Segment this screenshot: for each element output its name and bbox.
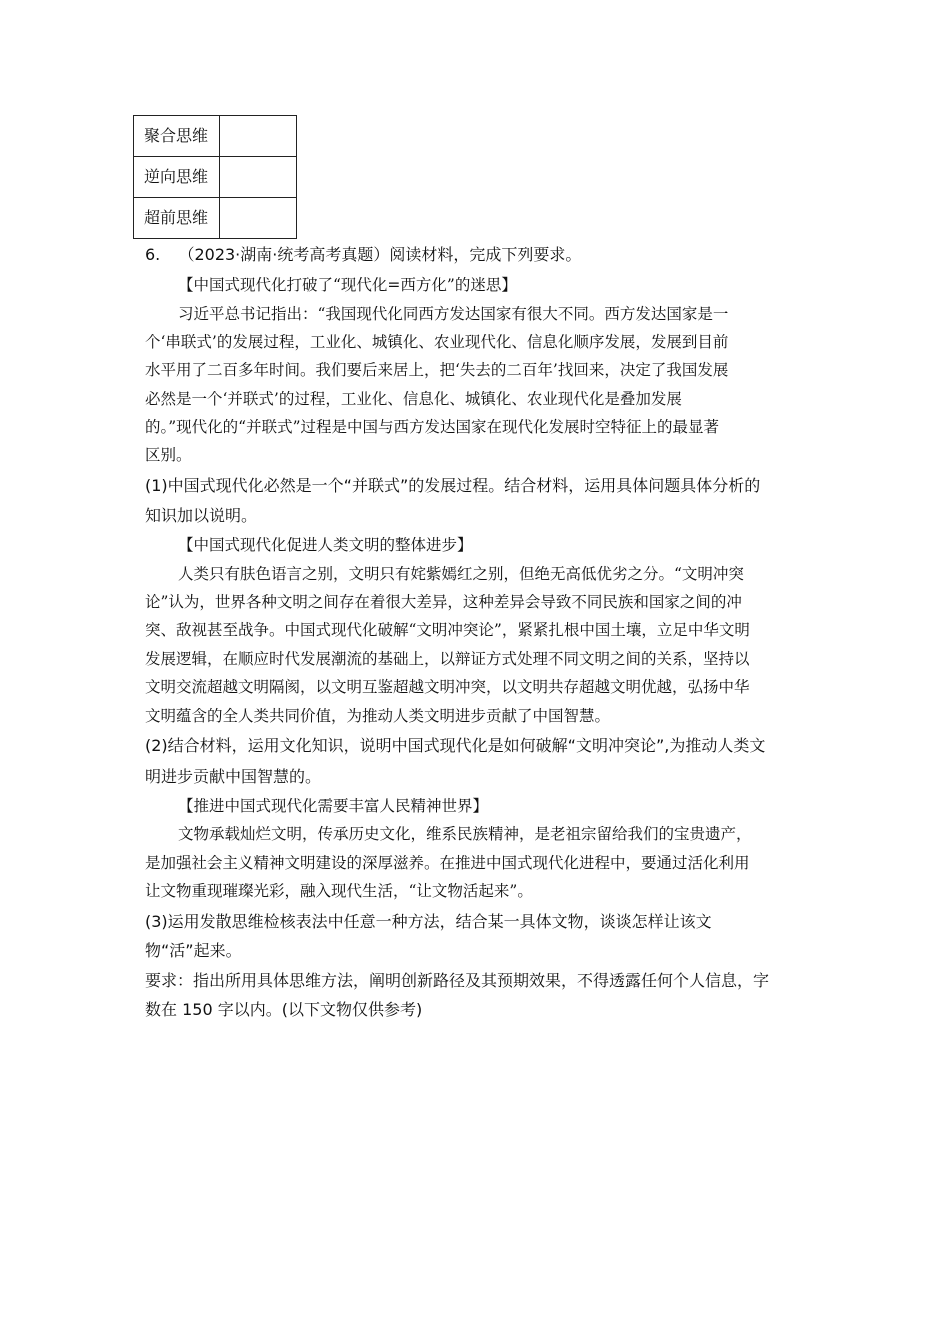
paragraph-line: 个‘串联式’的发展过程，工业化、城镇化、农业现代化、信息化顺序发展，发展到目前 xyxy=(145,333,729,351)
paragraph-line: 让文物重现璀璨光彩，融入现代生活，“让文物活起来”。 xyxy=(145,882,533,900)
sub-question-line: (2)结合材料，运用文化知识，说明中国式现代化是如何破解“文明冲突论”,为推动人类文 xyxy=(145,736,766,755)
question-intro xyxy=(145,244,581,266)
table-cell-blank xyxy=(220,116,297,157)
paragraph-line: 习近平总书记指出：“我国现代化同西方发达国家有很大不同。西方发达国家是一 xyxy=(178,305,729,323)
sub-question-line: 知识加以说明。 xyxy=(145,506,258,525)
paragraph-line: 文明蕴含的全人类共同价值，为推动人类文明进步贡献了中国智慧。 xyxy=(145,707,611,725)
requirement-line: 数在 150 字以内。(以下文物仅供参考) xyxy=(145,1000,423,1019)
paragraph-line: 必然是一个‘并联式’的过程，工业化、信息化、城镇化、农业现代化是叠加发展 xyxy=(145,390,682,408)
paragraph-line: 区别。 xyxy=(145,446,192,464)
sub-question-line: 明进步贡献中国智慧的。 xyxy=(145,767,322,786)
paragraph-line: 文明交流超越文明隔阂，以文明互鉴超越文明冲突，以文明共存超越文明优越，弘扬中华 xyxy=(145,678,750,696)
paragraph-line: 水平用了二百多年时间。我们要后来居上，把‘失去的二百年’找回来，决定了我国发展 xyxy=(145,361,729,379)
sub-question-line: 物“活”起来。 xyxy=(145,941,242,960)
sub-question-line: (1)中国式现代化必然是一个“并联式”的发展过程。结合材料，运用具体问题具体分析的 xyxy=(145,476,761,495)
paragraph-line: 发展逻辑，在顺应时代发展潮流的基础上，以辩证方式处理不同文明之间的关系，坚持以 xyxy=(145,650,750,668)
section-heading: 【中国式现代化促进人类文明的整体进步】 xyxy=(178,536,473,554)
paragraph-line: 是加强社会主义精神文明建设的深厚滋养。在推进中国式现代化进程中，要通过活化利用 xyxy=(145,854,750,872)
thinking-method-table xyxy=(133,115,297,239)
section-heading: 【推进中国式现代化需要丰富人民精神世界】 xyxy=(178,797,489,815)
sub-question-line: (3)运用发散思维检核表法中任意一种方法，结合某一具体文物，谈谈怎样让该文 xyxy=(145,912,712,931)
table-row xyxy=(134,198,297,239)
paragraph-line: 突、敌视甚至战争。中国式现代化破解“文明冲突论”，紧紧扎根中国土壤，立足中华文明 xyxy=(145,621,750,639)
table-cell-label: 超前思维 xyxy=(134,198,220,239)
paragraph-line: 文物承载灿烂文明，传承历史文化，维系民族精神，是老祖宗留给我们的宝贵遗产， xyxy=(178,825,752,843)
table-row xyxy=(134,116,297,157)
question-number: 6. xyxy=(145,245,161,264)
paragraph-line: 的。”现代化的“并联式”过程是中国与西方发达国家在现代化发展时空特征上的最显著 xyxy=(145,418,720,436)
table-cell-blank xyxy=(220,198,297,239)
table-row xyxy=(134,157,297,198)
paragraph-line: 人类只有肤色语言之别，文明只有姹紫嫣红之别，但绝无高低优劣之分。“文明冲突 xyxy=(178,565,744,583)
section-heading: 【中国式现代化打破了“现代化=西方化”的迷思】 xyxy=(178,276,517,294)
table-cell-label: 逆向思维 xyxy=(134,157,220,198)
requirement-line: 要求：指出所用具体思维方法，阐明创新路径及其预期效果，不得透露任何个人信息，字 xyxy=(145,971,770,990)
paragraph-line: 论”认为，世界各种文明之间存在着很大差异，这种差异会导致不同民族和国家之间的冲 xyxy=(145,593,742,611)
table-cell-blank xyxy=(220,157,297,198)
table-cell-label: 聚合思维 xyxy=(134,116,220,157)
question-intro-text: （2023·湖南·统考高考真题）阅读材料，完成下列要求。 xyxy=(178,245,582,264)
